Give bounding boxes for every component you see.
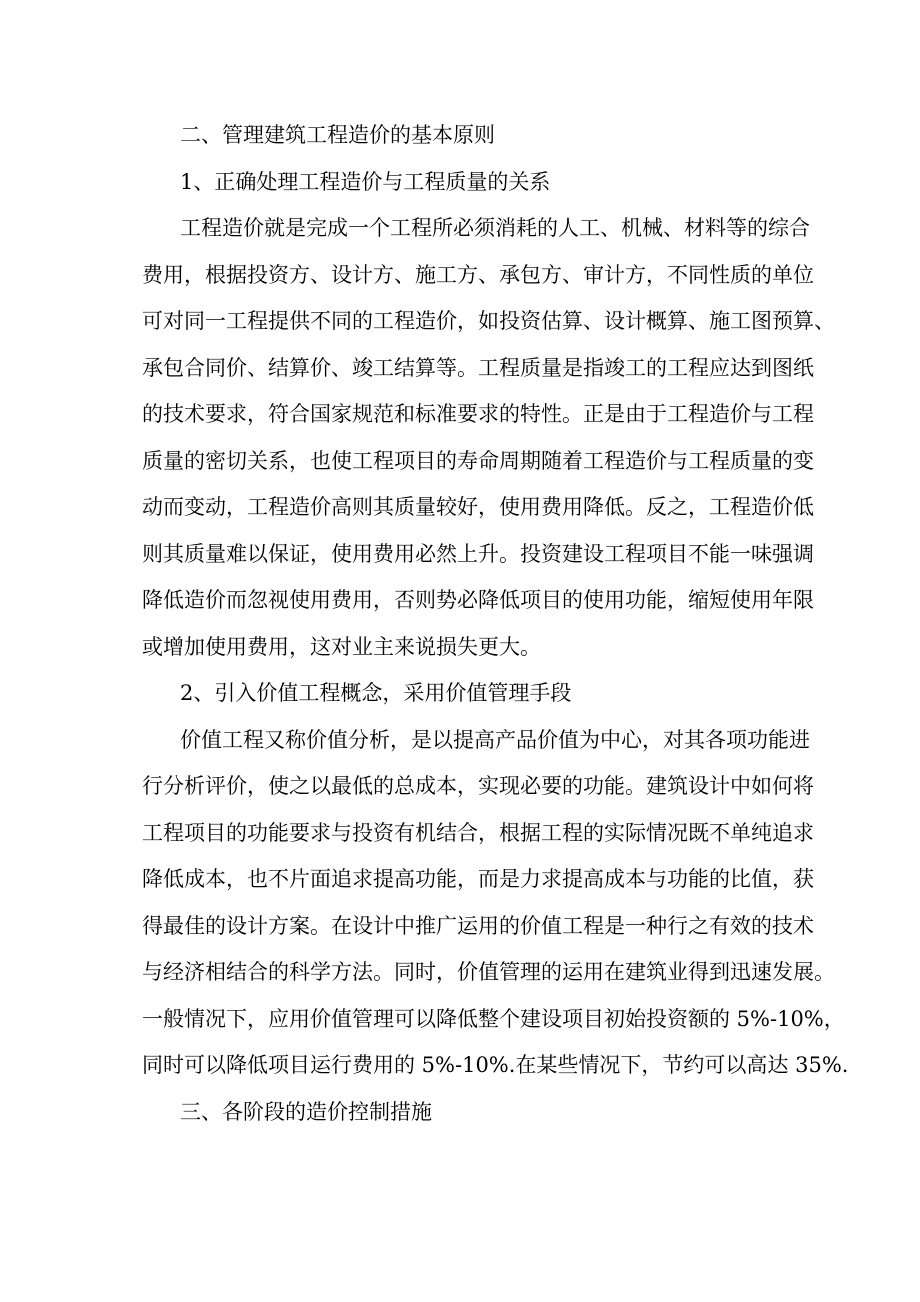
paragraph-2-line: 行分析评价，使之以最低的总成本，实现必要的功能。建筑设计中如何将: [142, 774, 814, 798]
paragraph-2-line: 降低成本，也不片面追求提高功能，而是力求提高成本与功能的比值，获: [142, 867, 814, 891]
paragraph-1-line: 质量的密切关系，也使工程项目的寿命周期随着工程造价与工程质量的变: [142, 448, 814, 473]
paragraph-2-line: 工程项目的功能要求与投资有机结合，根据工程的实际情况既不单纯追求: [142, 820, 814, 845]
paragraph-2-line: 得最佳的设计方案。在设计中推广运用的价值工程是一种行之有效的技术: [142, 913, 814, 938]
subsection-title-2: 2、引入价值工程概念，采用价值管理手段: [180, 681, 572, 705]
section-heading-2: 二、管理建筑工程造价的基本原则: [180, 123, 495, 147]
paragraph-1-last-line: 或增加使用费用，这对业主来说损失更大。: [142, 634, 541, 659]
paragraph-1-line: 则其质量难以保证，使用费用必然上升。投资建设工程项目不能一味强调: [142, 541, 814, 566]
document-body: [142, 112, 849, 1135]
paragraph-1-line: 的技术要求，符合国家规范和标准要求的特性。正是由于工程造价与工程: [142, 402, 814, 426]
paragraph-1-line: 降低造价而忽视使用费用，否则势必降低项目的使用功能，缩短使用年限: [142, 588, 814, 612]
paragraph-1-line: 动而变动，工程造价高则其质量较好，使用费用降低。反之，工程造价低: [142, 495, 814, 519]
paragraph-2-line: 一般情况下，应用价值管理可以降低整个建设项目初始投资额的 5%-10%，: [142, 1006, 845, 1031]
paragraph-1-line: 费用，根据投资方、设计方、施工方、承包方、审计方，不同性质的单位: [142, 262, 814, 287]
paragraph-1-line: 工程造价就是完成一个工程所必须消耗的人工、机械、材料等的综合: [180, 216, 810, 240]
paragraph-1-line: 承包合同价、结算价、竣工结算等。工程质量是指竣工的工程应达到图纸: [142, 355, 814, 380]
paragraph-2-line: 价值工程又称价值分析，是以提高产品价值为中心，对其各项功能进: [180, 727, 810, 752]
paragraph-1-line: 可对同一工程提供不同的工程造价，如投资估算、设计概算、施工图预算、: [142, 309, 835, 333]
paragraph-2-last-line: 同时可以降低项目运行费用的 5%-10%.在某些情况下，节约可以高达 35%.: [142, 1053, 849, 1077]
paragraph-2-line: 与经济相结合的科学方法。同时，价值管理的运用在建筑业得到迅速发展。: [142, 960, 835, 984]
section-heading-3: 三、各阶段的造价控制措施: [180, 1099, 432, 1124]
subsection-title-1: 1、正确处理工程造价与工程质量的关系: [180, 169, 551, 194]
